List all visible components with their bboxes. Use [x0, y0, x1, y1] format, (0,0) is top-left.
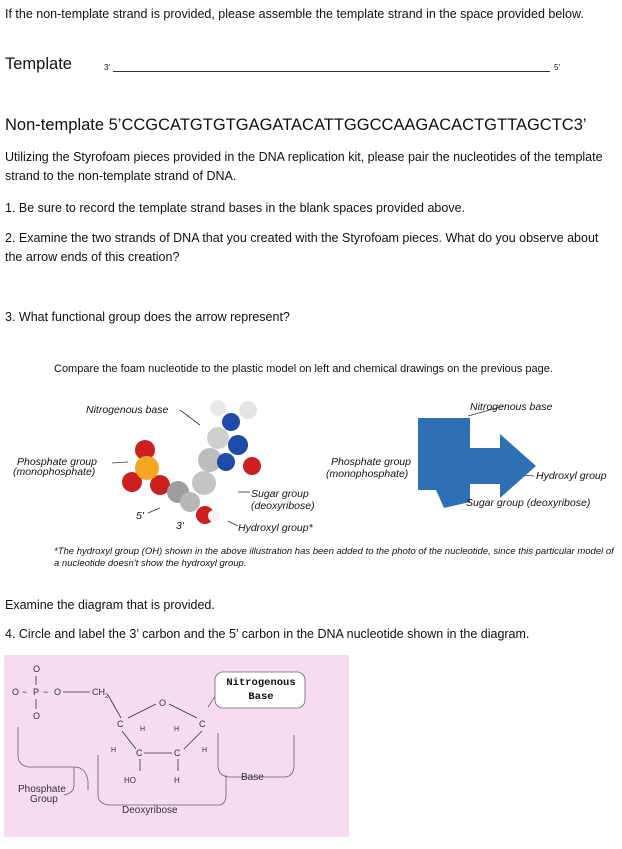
question-2: 2. Examine the two strands of DNA that you created with the Styrofoam pieces. What do you observe about the arrow ends of this creation? — [5, 231, 599, 264]
bond-dash-1: − — [22, 687, 28, 697]
atom-c2: C — [174, 748, 181, 758]
label-sugar-group-right: Sugar group (deoxyribose) — [466, 497, 591, 509]
atom-o-ring: O — [159, 698, 167, 708]
label-deoxyribose: (deoxyribose) — [251, 500, 315, 512]
atom-h4: H — [140, 726, 146, 733]
atom-ho: HO — [124, 776, 136, 785]
atom-ch2-sub: 2 — [105, 694, 109, 700]
diagram-phosphate-label: Phosphate — [18, 784, 66, 795]
label-phosphate-group-left: Phosphate group — [17, 456, 97, 468]
atom-h1: H — [174, 726, 180, 733]
atom-o-top: O — [33, 664, 41, 674]
template-blank-line[interactable] — [113, 71, 550, 72]
intro-text: If the non-template strand is provided, please assemble the template strand in the space provided below. — [5, 7, 584, 21]
chemical-diagram — [4, 655, 349, 837]
diagram-group-label: Group — [30, 794, 58, 805]
atom-o-left: O — [12, 687, 20, 697]
template-label: Template — [5, 55, 72, 73]
atom-p: P — [33, 687, 40, 697]
diagram-nitrogenous-label: Nitrogenous — [226, 677, 296, 689]
template-3prime: 3' — [104, 63, 110, 72]
atom-o-bridge: O — [54, 687, 62, 697]
diagram-base-box-label: Base — [248, 691, 274, 703]
bond-dash-2: − — [43, 687, 49, 697]
atom-ch2: CH — [92, 687, 105, 697]
label-3prime: 3' — [176, 520, 184, 532]
atom-c4: C — [117, 719, 124, 729]
diagram-base-label: Base — [241, 772, 264, 783]
atom-h3: H — [111, 747, 117, 754]
label-monophosphate-right: (monophosphate) — [326, 468, 409, 480]
label-nitrogenous-base-left: Nitrogenous base — [86, 404, 169, 416]
figure-caption: Compare the foam nucleotide to the plastic model on left and chemical drawings on the previous page. — [54, 363, 553, 375]
instructions-text: Utilizing the Styrofoam pieces provided in the DNA replication kit, please pair the nucleotides of the template strand to the non-template strand of DNA. — [5, 150, 603, 183]
examine-text: Examine the diagram that is provided. — [5, 598, 215, 612]
atom-c1: C — [199, 719, 206, 729]
label-hydroxyl-group-right: Hydroxyl group — [536, 470, 607, 482]
atom-o-bottom: O — [33, 711, 41, 721]
label-5prime: 5' — [136, 510, 144, 522]
atom-c3: C — [136, 748, 143, 758]
non-template-strand: Non-template 5’CCGCATGTGTGAGATACATTGGCCAAGACACTGTTAGCTC3’ — [5, 116, 587, 134]
atom-h2: H — [202, 747, 208, 754]
label-nitrogenous-base-right: Nitrogenous base — [470, 401, 553, 413]
question-4: 4. Circle and label the 3’ carbon and the 5’ carbon in the DNA nucleotide shown in the diagram. — [5, 627, 530, 641]
label-sugar-group: Sugar group — [251, 488, 309, 500]
figure-footnote: *The hydroxyl group (OH) shown in the above illustration has been added to the photo of the nucleotide, since this particular model of a nucleotide doesn't show the hydroxyl group. — [54, 546, 614, 569]
template-5prime: 5' — [554, 63, 560, 72]
label-monophosphate-left: (monophosphate) — [13, 466, 96, 478]
question-3: 3. What functional group does the arrow represent? — [5, 310, 290, 324]
question-1: 1. Be sure to record the template strand bases in the blank spaces provided above. — [5, 201, 465, 215]
atom-h-bottom: H — [174, 776, 180, 785]
nucleotide-schematic-arrow — [418, 418, 536, 508]
label-phosphate-group-right: Phosphate group — [331, 456, 411, 468]
diagram-deoxyribose-label: Deoxyribose — [122, 805, 178, 816]
label-hydroxyl-group-mid: Hydroxyl group* — [238, 522, 313, 534]
